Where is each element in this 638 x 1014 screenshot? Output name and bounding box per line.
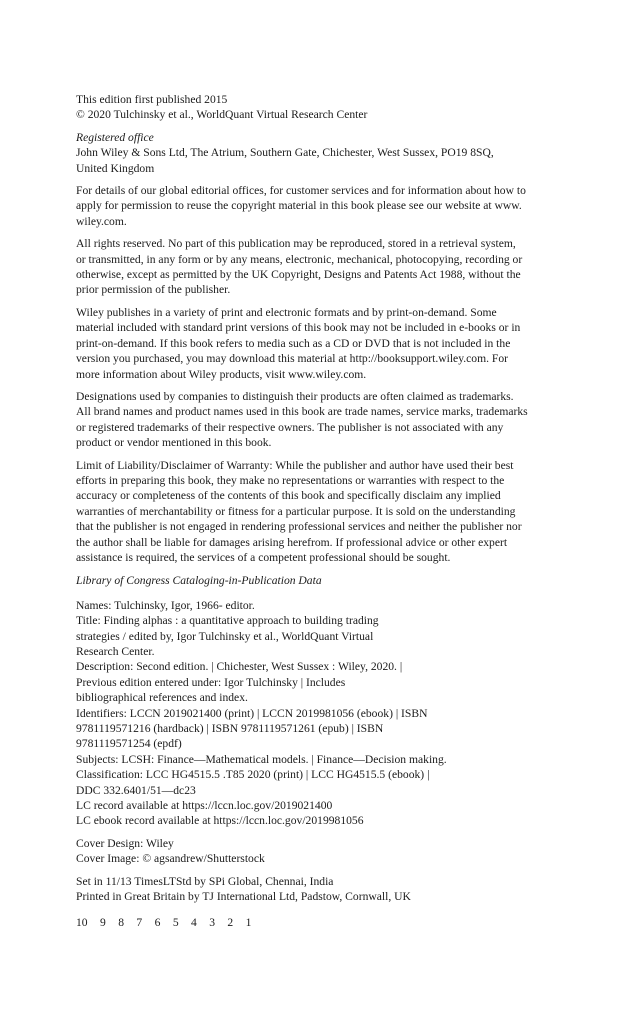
registered-office-address-line2: United Kingdom [76, 161, 155, 175]
cip-heading: Library of Congress Cataloging-in-Publication Data [76, 574, 322, 588]
cip-line: Research Center. [76, 645, 155, 658]
trademarks-paragraph [76, 389, 576, 451]
cover-credits-block [76, 836, 576, 867]
printing-number: 10 [76, 915, 88, 929]
paragraph-line: version you purchased, you may download this material at http://booksupport.wiley.com. For [76, 352, 509, 366]
paragraph-line: wiley.com. [76, 214, 127, 228]
edition-block [76, 92, 576, 123]
paragraph-line: the author shall be liable for damages arising herefrom. If professional advice or other expert [76, 535, 508, 549]
printing-number: 9 [100, 915, 106, 929]
cip-data-block [76, 573, 576, 829]
disclaimer-paragraph [76, 458, 576, 566]
paragraph-line: assistance is required, the services of a competent professional should be sought. [76, 550, 451, 564]
paragraph-line: All brand names and product names used in this book are trade names, service marks, trademarks [76, 405, 528, 419]
cover-design-line: Cover Design: Wiley [76, 836, 174, 850]
printing-number: 1 [245, 915, 252, 929]
cip-line: Classification: LCC HG4515.5 .T85 2020 (print) | LCC HG4515.5 (ebook) | [76, 768, 430, 782]
paragraph-line: warranties of merchantability or fitness for a particular purpose. It is sold on the understanding [76, 504, 516, 518]
cip-entry-classification [76, 767, 576, 798]
paragraph-line: accuracy or completeness of the contents of this book and specifically disclaim any implied [76, 489, 501, 503]
cip-entry-lc-record [76, 798, 576, 813]
printing-number-line [76, 915, 576, 930]
cip-entry-description [76, 659, 576, 705]
paragraph-line: Limit of Liability/Disclaimer of Warranty: While the publisher and author have used their best [76, 458, 514, 472]
formats-paragraph [76, 305, 576, 382]
cip-line: Names: Tulchinsky, Igor, 1966- editor. [76, 598, 255, 612]
first-published-line: This edition first published 2015 [76, 93, 228, 106]
typeset-line: Set in 11/13 TimesLTStd by SPi Global, Chennai, India [76, 874, 334, 888]
paragraph-line: efforts in preparing this book, they make no representations or warranties with respect to the [76, 473, 505, 487]
paragraph-line: that the publisher is not engaged in rendering professional services and neither the publisher nor [76, 520, 522, 534]
cip-line: LC record available at https://lccn.loc.gov/2019021400 [76, 799, 333, 813]
paragraph-line: For details of our global editorial offices, for customer services and for information about how to [76, 184, 526, 198]
paragraph-line: All rights reserved. No part of this publication may be reproduced, stored in a retrieval system, [76, 237, 516, 251]
printing-number: 3 [209, 915, 216, 929]
cip-entry-lc-ebook-record [76, 813, 576, 828]
rights-reserved-paragraph [76, 236, 576, 298]
paragraph-line: print-on-demand. If this book refers to media such as a CD or DVD that is not included in the [76, 336, 511, 350]
paragraph-line: otherwise, except as permitted by the UK Copyright, Designs and Patents Act 1988, without the [76, 268, 521, 282]
cip-line: Description: Second edition. | Chichester, West Sussex : Wiley, 2020. | [76, 660, 403, 674]
paragraph-line: Designations used by companies to distinguish their products are often claimed as trademarks. [76, 389, 514, 403]
registered-office-block [76, 130, 576, 176]
cip-line: 9781119571254 (epdf) [76, 737, 182, 751]
paragraph-line: or registered trademarks of their respective owners. The publisher is not associated with any [76, 420, 504, 434]
paragraph-line: apply for permission to reuse the copyright material in this book please see our website at www. [76, 199, 522, 213]
copyright-page [76, 92, 576, 930]
paragraph-line: prior permission of the publisher. [76, 283, 231, 297]
printing-number: 2 [227, 915, 234, 929]
paragraph-line: product or vendor mentioned in this book. [76, 436, 272, 450]
cip-line: Subjects: LCSH: Finance—Mathematical models. | Finance—Decision making. [76, 752, 447, 766]
printing-number: 5 [172, 915, 179, 929]
cip-entry-title [76, 613, 576, 659]
cip-line: 9781119571216 (hardback) | ISBN 9781119571261 (epub) | ISBN [76, 722, 384, 736]
editorial-offices-paragraph [76, 183, 576, 229]
paragraph-line: Wiley publishes in a variety of print and electronic formats and by print-on-demand. Some [76, 305, 497, 319]
cip-entry-subjects [76, 752, 576, 767]
cip-line: LC ebook record available at https://lccn.loc.gov/2019981056 [76, 814, 364, 828]
cip-line: Title: Finding alphas : a quantitative approach to building trading [76, 614, 379, 628]
paragraph-line: material included with standard print versions of this book may not be included in e-books or in [76, 321, 521, 335]
printing-number: 8 [118, 915, 124, 929]
printed-line: Printed in Great Britain by TJ International Ltd, Padstow, Cornwall, UK [76, 890, 411, 904]
paragraph-line: more information about Wiley products, visit www.wiley.com. [76, 367, 367, 381]
cip-entry-names [76, 598, 576, 613]
printing-number: 4 [191, 915, 197, 929]
cip-line: strategies / edited by, Igor Tulchinsky et al., WorldQuant Virtual [76, 629, 374, 643]
production-block [76, 874, 576, 905]
printing-number: 6 [154, 915, 161, 929]
cip-entry-identifiers [76, 706, 576, 752]
cip-line: Identifiers: LCCN 2019021400 (print) | LCCN 2019981056 (ebook) | ISBN [76, 706, 428, 720]
printing-number: 7 [136, 915, 143, 929]
paragraph-line: or transmitted, in any form or by any means, electronic, mechanical, photocopying, recording or [76, 252, 523, 266]
cip-line: Previous edition entered under: Igor Tulchinsky | Includes [76, 675, 346, 689]
registered-office-heading: Registered office [76, 130, 154, 144]
copyright-line: © 2020 Tulchinsky et al., WorldQuant Virtual Research Center [76, 108, 368, 122]
cover-image-line: Cover Image: © agsandrew/Shutterstock [76, 852, 265, 866]
cip-line: bibliographical references and index. [76, 691, 248, 705]
cip-line: DDC 332.6401/51—dc23 [76, 783, 196, 797]
registered-office-address-line1: John Wiley & Sons Ltd, The Atrium, Southern Gate, Chichester, West Sussex, PO19 8SQ, [76, 146, 494, 160]
